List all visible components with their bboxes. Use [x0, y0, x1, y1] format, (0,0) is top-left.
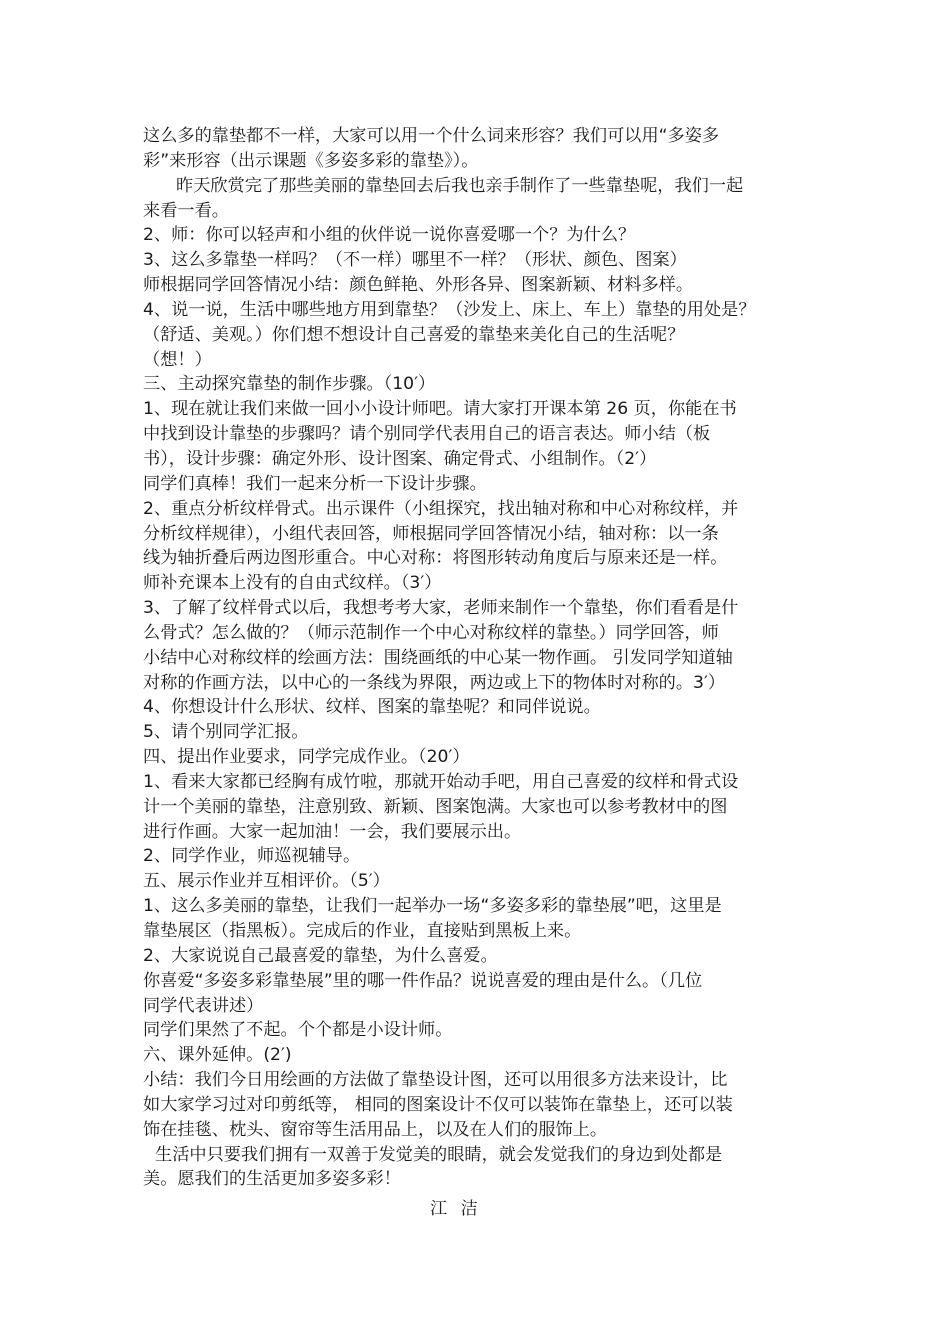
text-line: 进行作画。大家一起加油！一会，我们要展示出。 — [143, 821, 522, 842]
section-heading: 五、展示作业并互相评价。（5′） — [143, 871, 390, 892]
text-line: 这么多的靠垫都不一样，大家可以用一个什么词来形容？我们可以用“多姿多 — [143, 126, 720, 146]
text-line: 师补充课本上没有的自由式纹样。（3′） — [143, 573, 442, 594]
text-line: 2、师：你可以轻声和小组的伙伴说一说你喜爱哪一个？为什么？ — [143, 225, 636, 246]
text-line: （想！） — [143, 349, 212, 370]
text-line: 2、重点分析纹样骨式。出示课件（小组探究，找出轴对称和中心对称纹样，并 — [143, 498, 739, 519]
text-line: 2、同学作业，师巡视辅导。 — [143, 846, 361, 867]
section-heading: 三、主动探究靠垫的制作步骤。（10′） — [143, 374, 436, 395]
section-heading: 六、课外延伸。(2′) — [143, 1045, 292, 1066]
text-line: 中找到设计靠垫的步骤吗？请个别同学代表用自己的语言表达。师小结（板 — [143, 424, 711, 445]
text-line: 1、看来大家都已经胸有成竹啦，那就开始动手吧，用自己喜爱的纹样和骨式设 — [143, 771, 739, 792]
text-line: 同学们真棒！我们一起来分析一下设计步骤。 — [143, 473, 487, 494]
text-line: 靠垫展区（指黑板）。完成后的作业，直接贴到黑板上来。 — [143, 921, 582, 941]
text-line: 书），设计步骤：确定外形、设计图案、确定骨式、小组制作。（2′） — [143, 448, 657, 469]
text-line: 对称的作画方法，以中心的一条线为界限，两边或上下的物体时对称的。3′） — [143, 672, 726, 693]
document-body — [143, 124, 833, 1192]
text-line: 4、说一说，生活中哪些地方用到靠垫？（沙发上、床上、车上）靠垫的用处是？ — [143, 299, 756, 320]
text-line: 同学们果然了不起。个个都是小设计师。 — [143, 1020, 453, 1041]
text-line: 小结：我们今日用绘画的方法做了靠垫设计图，还可以用很多方法来设计，比 — [143, 1070, 728, 1091]
text-line: （舒适、美观。）你们想不想设计自己喜爱的靠垫来美化自己的生活呢？ — [143, 324, 685, 345]
text-line: 3、了解了纹样骨式以后，我想考考大家，老师来制作一个靠垫，你们看看是什 — [143, 598, 739, 619]
text-line: 饰在挂毯、枕头、窗帘等生活用品上，以及在人们的服饰上。 — [143, 1119, 608, 1140]
text-line: 同学代表讲述） — [143, 995, 264, 1016]
text-line: 昨天欣赏完了那些美丽的靠垫回去后我也亲手制作了一些靠垫呢，我们一起 — [176, 175, 744, 196]
text-line: 2、大家说说自己最喜爱的靠垫，为什么喜爱。 — [143, 945, 498, 966]
text-line: 美。愿我们的生活更加多姿多彩！ — [143, 1169, 401, 1190]
text-line: 来看一看。 — [143, 200, 229, 221]
section-heading: 四、提出作业要求，同学完成作业。（20′） — [143, 747, 470, 768]
text-line: 5、请个别同学汇报。 — [143, 722, 309, 743]
text-line: 分析纹样规律），小组代表回答，师根据同学回答情况小结，轴对称：以一条 — [143, 523, 719, 544]
text-line: 彩”来形容（出示课题《多姿多彩的靠垫》）。 — [143, 150, 479, 171]
author-signature: 江 洁 — [430, 1199, 482, 1219]
text-line: 1、现在就让我们来做一回小小设计师吧。请大家打开课本第 26 页，你能在书 — [143, 399, 737, 420]
text-line: 如大家学习过对印剪纸等， 相同的图案设计不仅可以装饰在靠垫上，还可以装 — [143, 1094, 733, 1115]
text-line: 4、你想设计什么形状、纹样、图案的靠垫呢？和同伴说说。 — [143, 697, 601, 718]
text-line: 1、这么多美丽的靠垫，让我们一起举办一场“多姿多彩的靠垫展”吧，这里是 — [143, 896, 722, 917]
text-line: 3、这么多靠垫一样吗？（不一样）哪里不一样？（形状、颜色、图案） — [143, 250, 687, 271]
text-line: 你喜爱“多姿多彩靠垫展”里的哪一件作品？说说喜爱的理由是什么。（几位 — [143, 970, 703, 991]
text-line: 么骨式？怎么做的？（师示范制作一个中心对称纹样的靠垫。）同学回答，师 — [143, 622, 719, 643]
text-line: 计一个美丽的靠垫，注意别致、新颖、图案饱满。大家也可以参考教材中的图 — [143, 796, 728, 817]
text-line: 师根据同学回答情况小结：颜色鲜艳、外形各异、图案新颖、材料多样。 — [143, 275, 694, 296]
text-line: 线为轴折叠后两边图形重合。中心对称：将图形转动角度后与原来还是一样。 — [143, 548, 728, 569]
text-line: 小结中心对称纹样的绘画方法：围绕画纸的中心某一物作画。 引发同学知道轴 — [143, 647, 733, 668]
text-line: 生活中只要我们拥有一双善于发觉美的眼睛，就会发觉我们的身边到处都是 — [155, 1144, 723, 1165]
